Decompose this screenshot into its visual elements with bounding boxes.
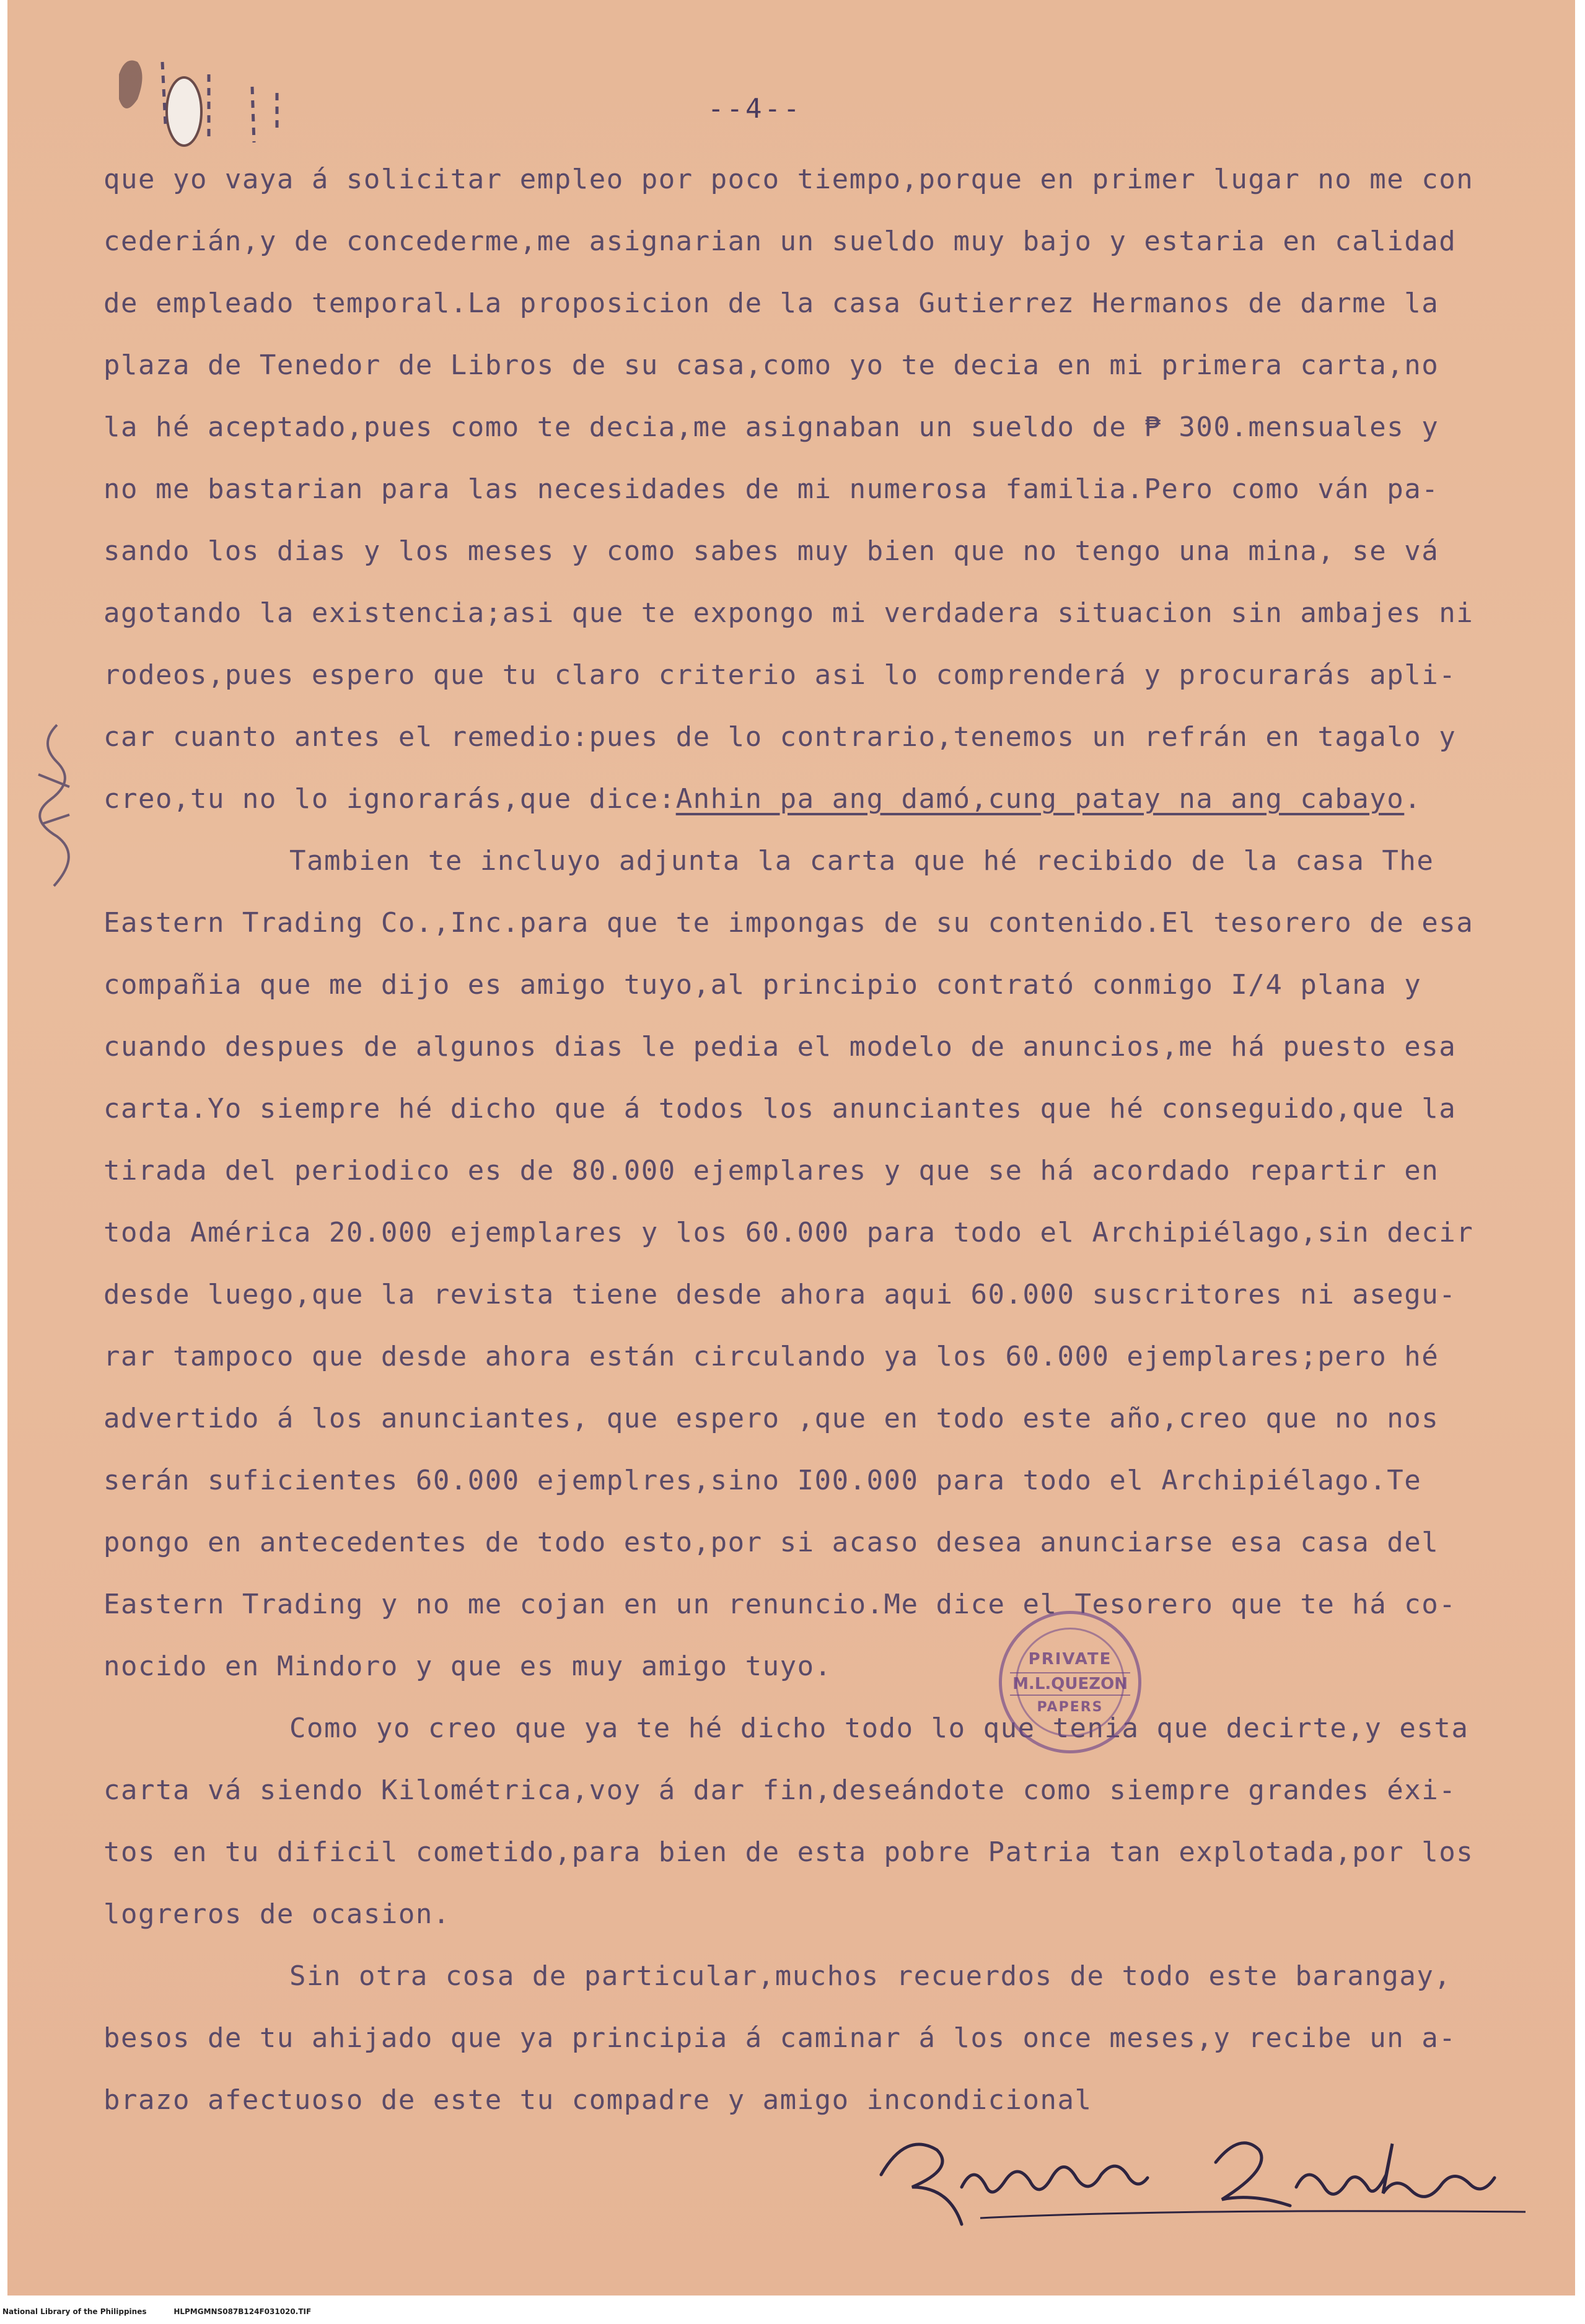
- text-line: besos de tu ahijado que ya principia á caminar á los once meses,y recibe un a-: [103, 2022, 1457, 2054]
- footer-library: National Library of the Philippines: [2, 2307, 147, 2316]
- text-line: sando los dias y los meses y como sabes muy bien que no tengo una mina, se vá: [103, 535, 1439, 567]
- stamp-bottom-text: PAPERS: [1037, 1699, 1104, 1715]
- text-line: cuando despues de algunos dias le pedia el modelo de anuncios,me há puesto esa: [103, 1031, 1457, 1063]
- text-line: Eastern Trading y no me cojan en un renuncio.Me dice el Tesorero que te há co-: [103, 1589, 1457, 1620]
- text-line: cederián,y de concederme,me asignarian un sueldo muy bajo y estaria en calidad: [103, 226, 1457, 257]
- footer-file-id: HLPMGMNS087B124F031020.TIF: [173, 2307, 312, 2316]
- text-line: tos en tu dificil cometido,para bien de esta pobre Patria tan explotada,por los: [103, 1836, 1474, 1868]
- text-line: nocido en Mindoro y que es muy amigo tuyo.: [103, 1651, 832, 1682]
- binder-holes-marks: [100, 37, 323, 167]
- text-line: tirada del periodico es de 80.000 ejemplares y que se há acordado repartir en: [103, 1155, 1439, 1186]
- text-line: advertido á los anunciantes, que espero ,que en todo este año,creo que no nos: [103, 1403, 1439, 1434]
- text-line: carta vá siendo Kilométrica,voy á dar fin,deseándote como siempre grandes éxi-: [103, 1774, 1457, 1806]
- paragraph-2: [103, 830, 1575, 1698]
- text-line: plaza de Tenedor de Libros de su casa,como yo te decia en mi primera carta,no: [103, 349, 1439, 381]
- text-line: toda América 20.000 ejemplares y los 60.000 para todo el Archipiélago,sin decir: [103, 1217, 1474, 1248]
- signature: [869, 2125, 1550, 2230]
- scan-footer: [0, 2300, 1585, 2324]
- text-line: Como yo creo que ya te hé dicho todo lo que tenia que decirte,y esta: [289, 1712, 1469, 1744]
- margin-handwritten-mark: [26, 713, 82, 898]
- text-line: logreros de ocasion.: [103, 1898, 450, 1930]
- archive-stamp: [999, 1611, 1141, 1753]
- text-line: rar tampoco que desde ahora están circulando ya los 60.000 ejemplares;pero hé: [103, 1341, 1439, 1372]
- text-line: pongo en antecedentes de todo esto,por si acaso desea anunciarse esa casa del: [103, 1527, 1439, 1558]
- text-line: que yo vaya á solicitar empleo por poco tiempo,porque en primer lugar no me con: [103, 164, 1474, 195]
- text-line: no me bastarian para las necesidades de mi numerosa familia.Pero como ván pa-: [103, 473, 1439, 505]
- tagalog-proverb: Anhin pa ang damó,cung patay na ang cabayo: [675, 783, 1405, 815]
- stamp-top-text: PRIVATE: [1028, 1649, 1112, 1668]
- text-line: rodeos,pues espero que tu claro criterio asi lo comprenderá y procurarás apli-: [103, 659, 1457, 691]
- page-number: --4--: [708, 93, 802, 125]
- text-line: Tambien te incluyo adjunta la carta que hé recibido de la casa The: [289, 845, 1434, 877]
- text-line: car cuanto antes el remedio:pues de lo contrario,tenemos un refrán en tagalo y: [103, 721, 1457, 753]
- paragraph-1: [103, 149, 1575, 830]
- text-line: creo,tu no lo ignorarás,que dice:: [103, 783, 676, 815]
- archive-stamp-inner: [1012, 1628, 1128, 1737]
- letter-body: [103, 149, 1575, 2131]
- text-line: carta.Yo siempre hé dicho que á todos los anunciantes que hé conseguido,que la: [103, 1093, 1457, 1125]
- text-line: desde luego,que la revista tiene desde ahora aqui 60.000 suscritores ni asegu-: [103, 1279, 1457, 1310]
- stamp-middle-text: M.L.QUEZON: [1010, 1672, 1130, 1696]
- text-line: serán suficientes 60.000 ejemplres,sino I00.000 para todo el Archipiélago.Te: [103, 1465, 1422, 1496]
- text-line: brazo afectuoso de este tu compadre y amigo incondicional: [103, 2084, 1092, 2116]
- text-line: compañia que me dijo es amigo tuyo,al principio contrató conmigo I/4 plana y: [103, 969, 1422, 1001]
- text-line: Sin otra cosa de particular,muchos recuerdos de todo este barangay,: [289, 1960, 1452, 1992]
- text-line: Eastern Trading Co.,Inc.para que te impongas de su contenido.El tesorero de esa: [103, 907, 1474, 939]
- text-line: la hé aceptado,pues como te decia,me asignaban un sueldo de ₱ 300.mensuales y: [103, 411, 1439, 443]
- text-line: de empleado temporal.La proposicion de la casa Gutierrez Hermanos de darme la: [103, 287, 1439, 319]
- letter-page: [7, 0, 1575, 2295]
- paragraph-4: [103, 1945, 1575, 2131]
- text-line: agotando la existencia;asi que te expongo mi verdadera situacion sin ambajes ni: [103, 597, 1474, 629]
- text-line-end: .: [1404, 783, 1422, 815]
- paragraph-3: [103, 1698, 1575, 1945]
